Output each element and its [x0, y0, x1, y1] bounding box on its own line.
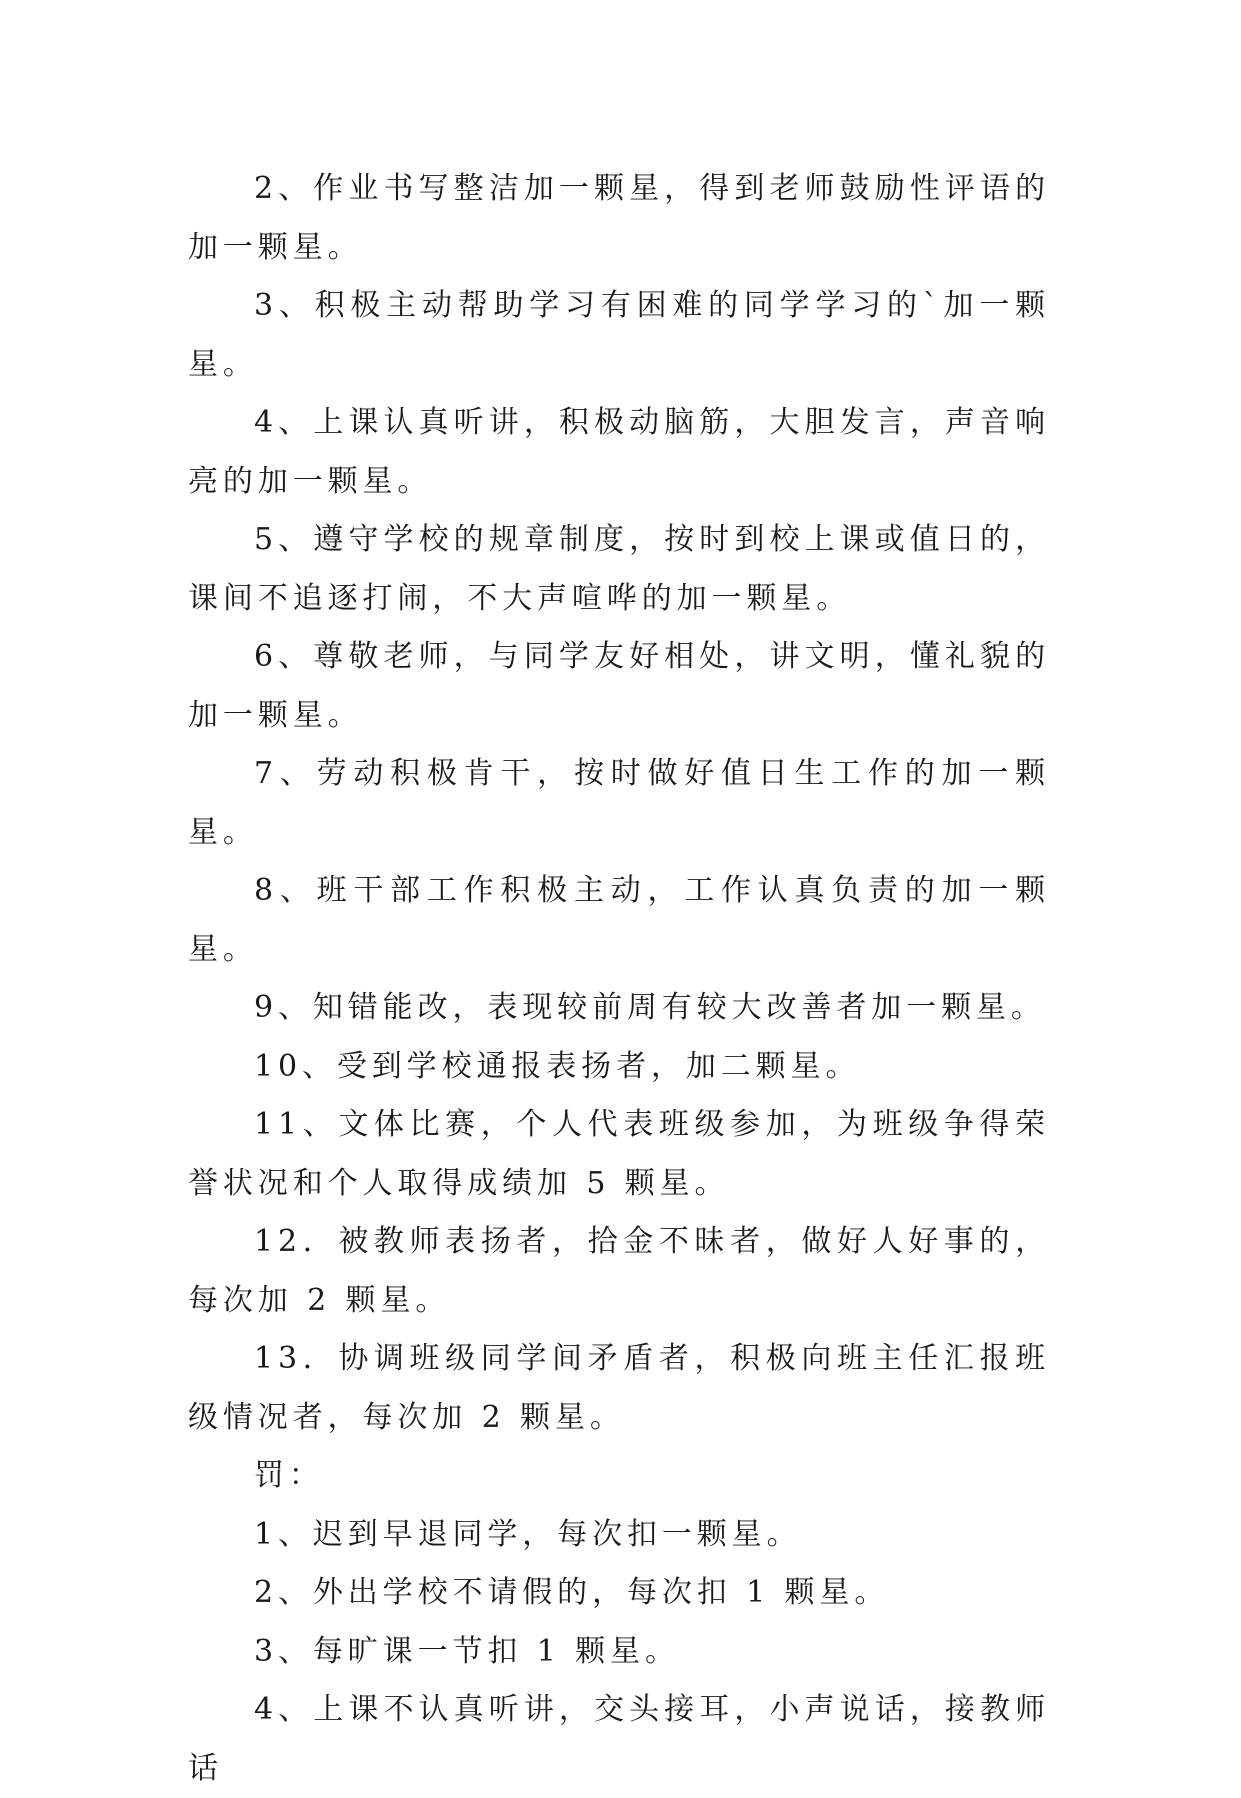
paragraph-rule-13: 13．协调班级同学间矛盾者，积极向班主任汇报班级情况者，每次加 2 颗星。 — [188, 1341, 1050, 1435]
section-heading-penalty: 罚： — [254, 1458, 324, 1493]
paragraph-rule-11: 11、文体比赛，个人代表班级参加，为班级争得荣誉状况和个人取得成绩加 5 颗星。 — [188, 1107, 1050, 1201]
paragraph-rule-3: 3、积极主动帮助学习有困难的同学学习的`加一颗星。 — [188, 288, 1050, 382]
paragraph-penalty-2: 2、外出学校不请假的，每次扣 1 颗星。 — [254, 1575, 890, 1610]
paragraph-penalty-3: 3、每旷课一节扣 1 颗星。 — [254, 1633, 680, 1669]
paragraph-rule-9: 9、知错能改，表现较前周有较大改善者加一颗星。 — [254, 990, 1046, 1025]
paragraph-rule-12: 12．被教师表扬者，拾金不昧者，做好人好事的，每次加 2 颗星。 — [188, 1224, 1050, 1318]
paragraph-rule-8: 8、班干部工作积极主动，工作认真负责的加一颗星。 — [188, 873, 1050, 967]
paragraph-rule-10: 10、受到学校通报表扬者，加二颗星。 — [254, 1048, 861, 1084]
paragraph-penalty-1: 1、迟到早退同学，每次扣一颗星。 — [254, 1516, 802, 1552]
paragraph-rule-7: 7、劳动积极肯干，按时做好值日生工作的加一颗星。 — [188, 756, 1050, 850]
paragraph-rule-4: 4、上课认真听讲，积极动脑筋，大胆发言，声音响亮的加一颗星。 — [188, 405, 1050, 499]
paragraph-penalty-4: 4、上课不认真听讲，交头接耳，小声说话，接教师话 — [188, 1692, 1050, 1786]
document-body — [188, 160, 1050, 1798]
paragraph-rule-2: 2、作业书写整洁加一颗星，得到老师鼓励性评语的加一颗星。 — [188, 171, 1050, 265]
paragraph-rule-5: 5、遵守学校的规章制度，按时到校上课或值日的，课间不追逐打闹，不大声喧哗的加一颗星。 — [188, 522, 1050, 616]
paragraph-rule-6: 6、尊敬老师，与同学友好相处，讲文明，懂礼貌的加一颗星。 — [188, 639, 1050, 733]
